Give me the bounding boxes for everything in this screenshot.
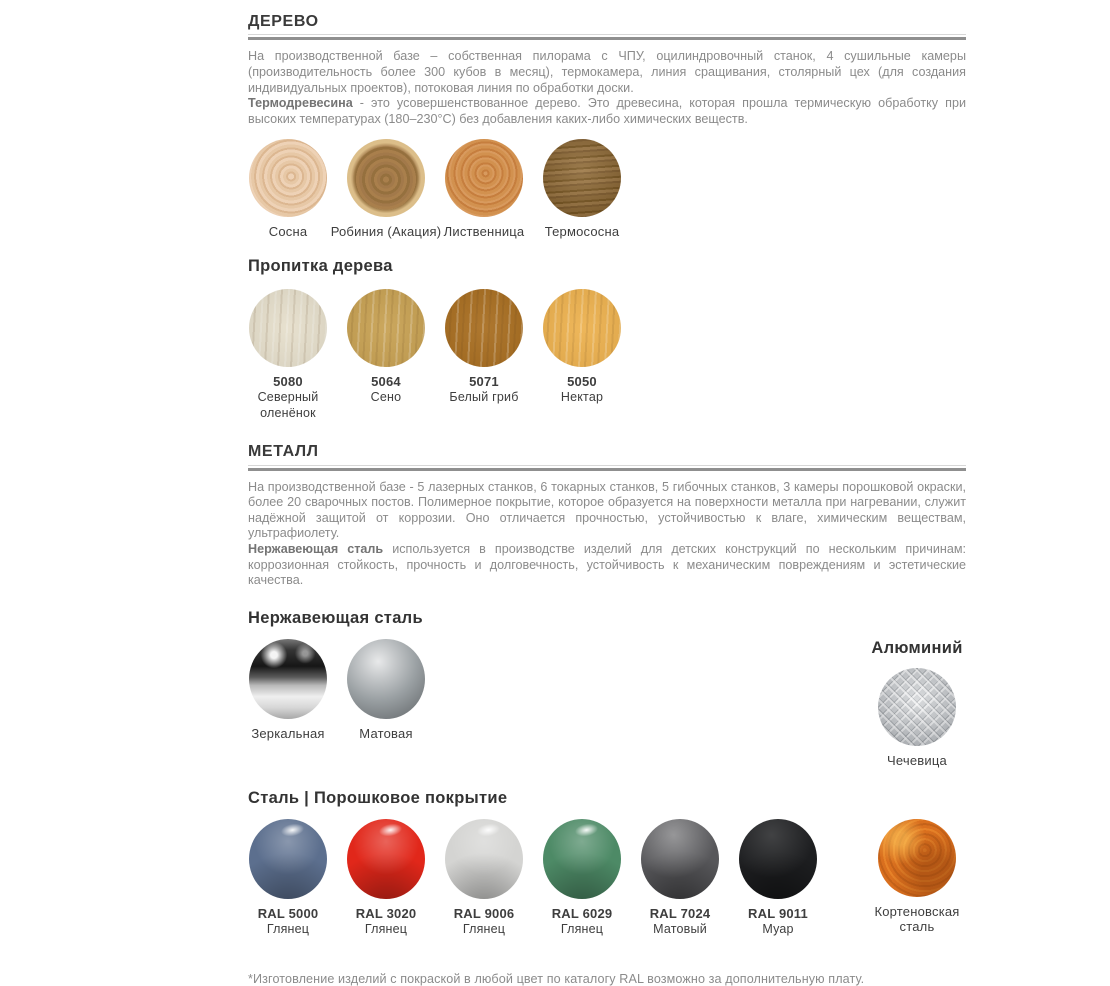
impregnation-title: Пропитка дерева <box>248 256 393 275</box>
powder-title: Сталь | Порошковое покрытие <box>248 788 508 807</box>
wood-species-item <box>435 139 533 240</box>
impregnation-code: 5050 <box>567 373 597 389</box>
impregnation-swatch-5080 <box>249 289 327 367</box>
powder-code: RAL 7024 <box>649 905 711 921</box>
corten-swatch <box>878 819 956 897</box>
stainless-aluminium-headrow <box>239 609 966 629</box>
corten-label: Кортеновская сталь <box>874 903 960 935</box>
powder-code: RAL 9011 <box>748 905 808 921</box>
powder-code: RAL 9006 <box>453 905 515 921</box>
powder-row <box>239 819 966 938</box>
corten-item <box>868 819 966 935</box>
stainless-aluminium-row <box>239 639 966 769</box>
impregnation-name: Белый гриб <box>449 390 519 404</box>
powder-finish: Глянец <box>560 922 604 937</box>
impregnation-swatch-5050 <box>543 289 621 367</box>
impregnation-item <box>239 289 337 422</box>
section-divider-light <box>248 465 966 466</box>
impregnation-swatch-5064 <box>347 289 425 367</box>
wood-species-item <box>533 139 631 240</box>
metal-section <box>248 443 966 985</box>
section-divider-dark <box>248 468 966 471</box>
powder-finish: Матовый <box>653 922 707 937</box>
metal-paragraph-1: На производственной базе - 5 лазерных станков, 6 токарных станков, 5 гибочных станков, 3 камеры порошковой окраски, более 20 сварочных постов. Полимерное покрытие, которое образуется на поверхности металла при нагревании, служит надёжной защитой от коррозии. Оно отличается прочностью, устойчивостью к влаге, химическим веществам, ультрафиолету. <box>248 479 966 541</box>
powder-item <box>729 819 827 938</box>
stainless-item <box>337 639 435 769</box>
wood-paragraph-1: На производственной базе – собственная пилорама с ЧПУ, оцилиндровочный станок, 4 сушильные камеры (производительность более 300 кубов в месяц), термокамера, линия сращивания, столярный цех (для создания индивидуальных проектов), потоковая линия по обработки доски. <box>248 49 966 95</box>
impregnation-swatch-5071 <box>445 289 523 367</box>
powder-item <box>631 819 729 938</box>
wood-swatch-robinia <box>347 139 425 217</box>
wood-paragraph-2 <box>248 96 966 127</box>
wood-swatch-label: Сосна <box>268 224 308 240</box>
powder-swatch-ral9006 <box>445 819 523 899</box>
section-divider-light <box>248 34 966 35</box>
wood-swatch-pine <box>249 139 327 217</box>
impregnation-code: 5064 <box>371 373 401 389</box>
stainless-title: Нержавеющая сталь <box>248 608 423 627</box>
impregnation-name: Сено <box>370 390 402 404</box>
powder-finish: Глянец <box>462 922 506 937</box>
powder-item <box>533 819 631 938</box>
wood-paragraph-2-rest: - это усовершенствованное дерево. Это древесина, которая прошла термическую обработку при высоких температурах (180–230°C) без добавления каких-либо химических веществ. <box>248 96 966 126</box>
metal-paragraph-2-rest: используется в производстве изделий для детских конструкций по нескольким причинам: коррозионная стойкость, прочность и долговечность, устойчивость к механическим повреждениям и эстетические качества. <box>248 542 966 588</box>
content-column <box>248 0 966 986</box>
powder-swatch-ral9011 <box>739 819 817 899</box>
powder-swatch-ral5000 <box>249 819 327 899</box>
aluminium-label: Чечевица <box>887 753 947 769</box>
ral-footnote: *Изготовление изделий с покраской в любой цвет по каталогу RAL возможно за дополнительную плату. <box>248 971 865 986</box>
wood-swatch-label: Термососна <box>544 224 620 240</box>
powder-item <box>435 819 533 938</box>
stainless-label: Зеркальная <box>251 725 325 741</box>
powder-swatch-ral3020 <box>347 819 425 899</box>
impregnation-name: Нектар <box>560 390 604 404</box>
metal-section-title: МЕТАЛЛ <box>248 443 319 461</box>
impregnation-name: Северный оленёнок <box>257 390 319 420</box>
powder-code: RAL 5000 <box>257 905 319 921</box>
powder-item <box>239 819 337 938</box>
wood-swatch-label: Лиственница <box>443 224 525 240</box>
wood-section-title: ДЕРЕВО <box>248 13 319 30</box>
impregnation-code: 5071 <box>469 373 499 389</box>
stainless-finishes <box>239 639 435 769</box>
powder-code: RAL 3020 <box>355 905 417 921</box>
impregnation-item <box>435 289 533 406</box>
aluminium-title: Алюминий <box>871 638 963 657</box>
wood-paragraph-2-lead: Термодревесина <box>248 96 353 111</box>
impregnation-item <box>533 289 631 406</box>
section-divider-dark <box>248 37 966 40</box>
wood-swatch-label: Робиния (Акация) <box>330 224 442 240</box>
powder-finish: Глянец <box>364 922 408 937</box>
powder-item <box>337 819 435 938</box>
powder-finish: Глянец <box>266 922 310 937</box>
wood-species-item <box>330 139 442 240</box>
impregnation-row <box>239 289 966 422</box>
stainless-swatch-matte <box>347 639 425 719</box>
stainless-swatch-mirror <box>249 639 327 719</box>
wood-species-item <box>239 139 337 240</box>
powder-finish: Муар <box>762 922 794 937</box>
stainless-item <box>239 639 337 769</box>
wood-swatch-larch <box>445 139 523 217</box>
wood-species-row <box>239 139 966 240</box>
stainless-label: Матовая <box>359 725 413 741</box>
metal-paragraph-2-lead: Нержавеющая сталь <box>248 542 384 557</box>
metal-paragraph-2 <box>248 542 966 589</box>
powder-swatch-ral7024 <box>641 819 719 899</box>
aluminium-swatch-lentil <box>878 668 956 746</box>
wood-swatch-thermopine <box>543 139 621 217</box>
aluminium-column <box>868 639 966 769</box>
powder-swatch-ral6029 <box>543 819 621 899</box>
wood-section <box>248 13 966 421</box>
impregnation-item <box>337 289 435 406</box>
powder-code: RAL 6029 <box>551 905 613 921</box>
impregnation-code: 5080 <box>273 373 303 389</box>
